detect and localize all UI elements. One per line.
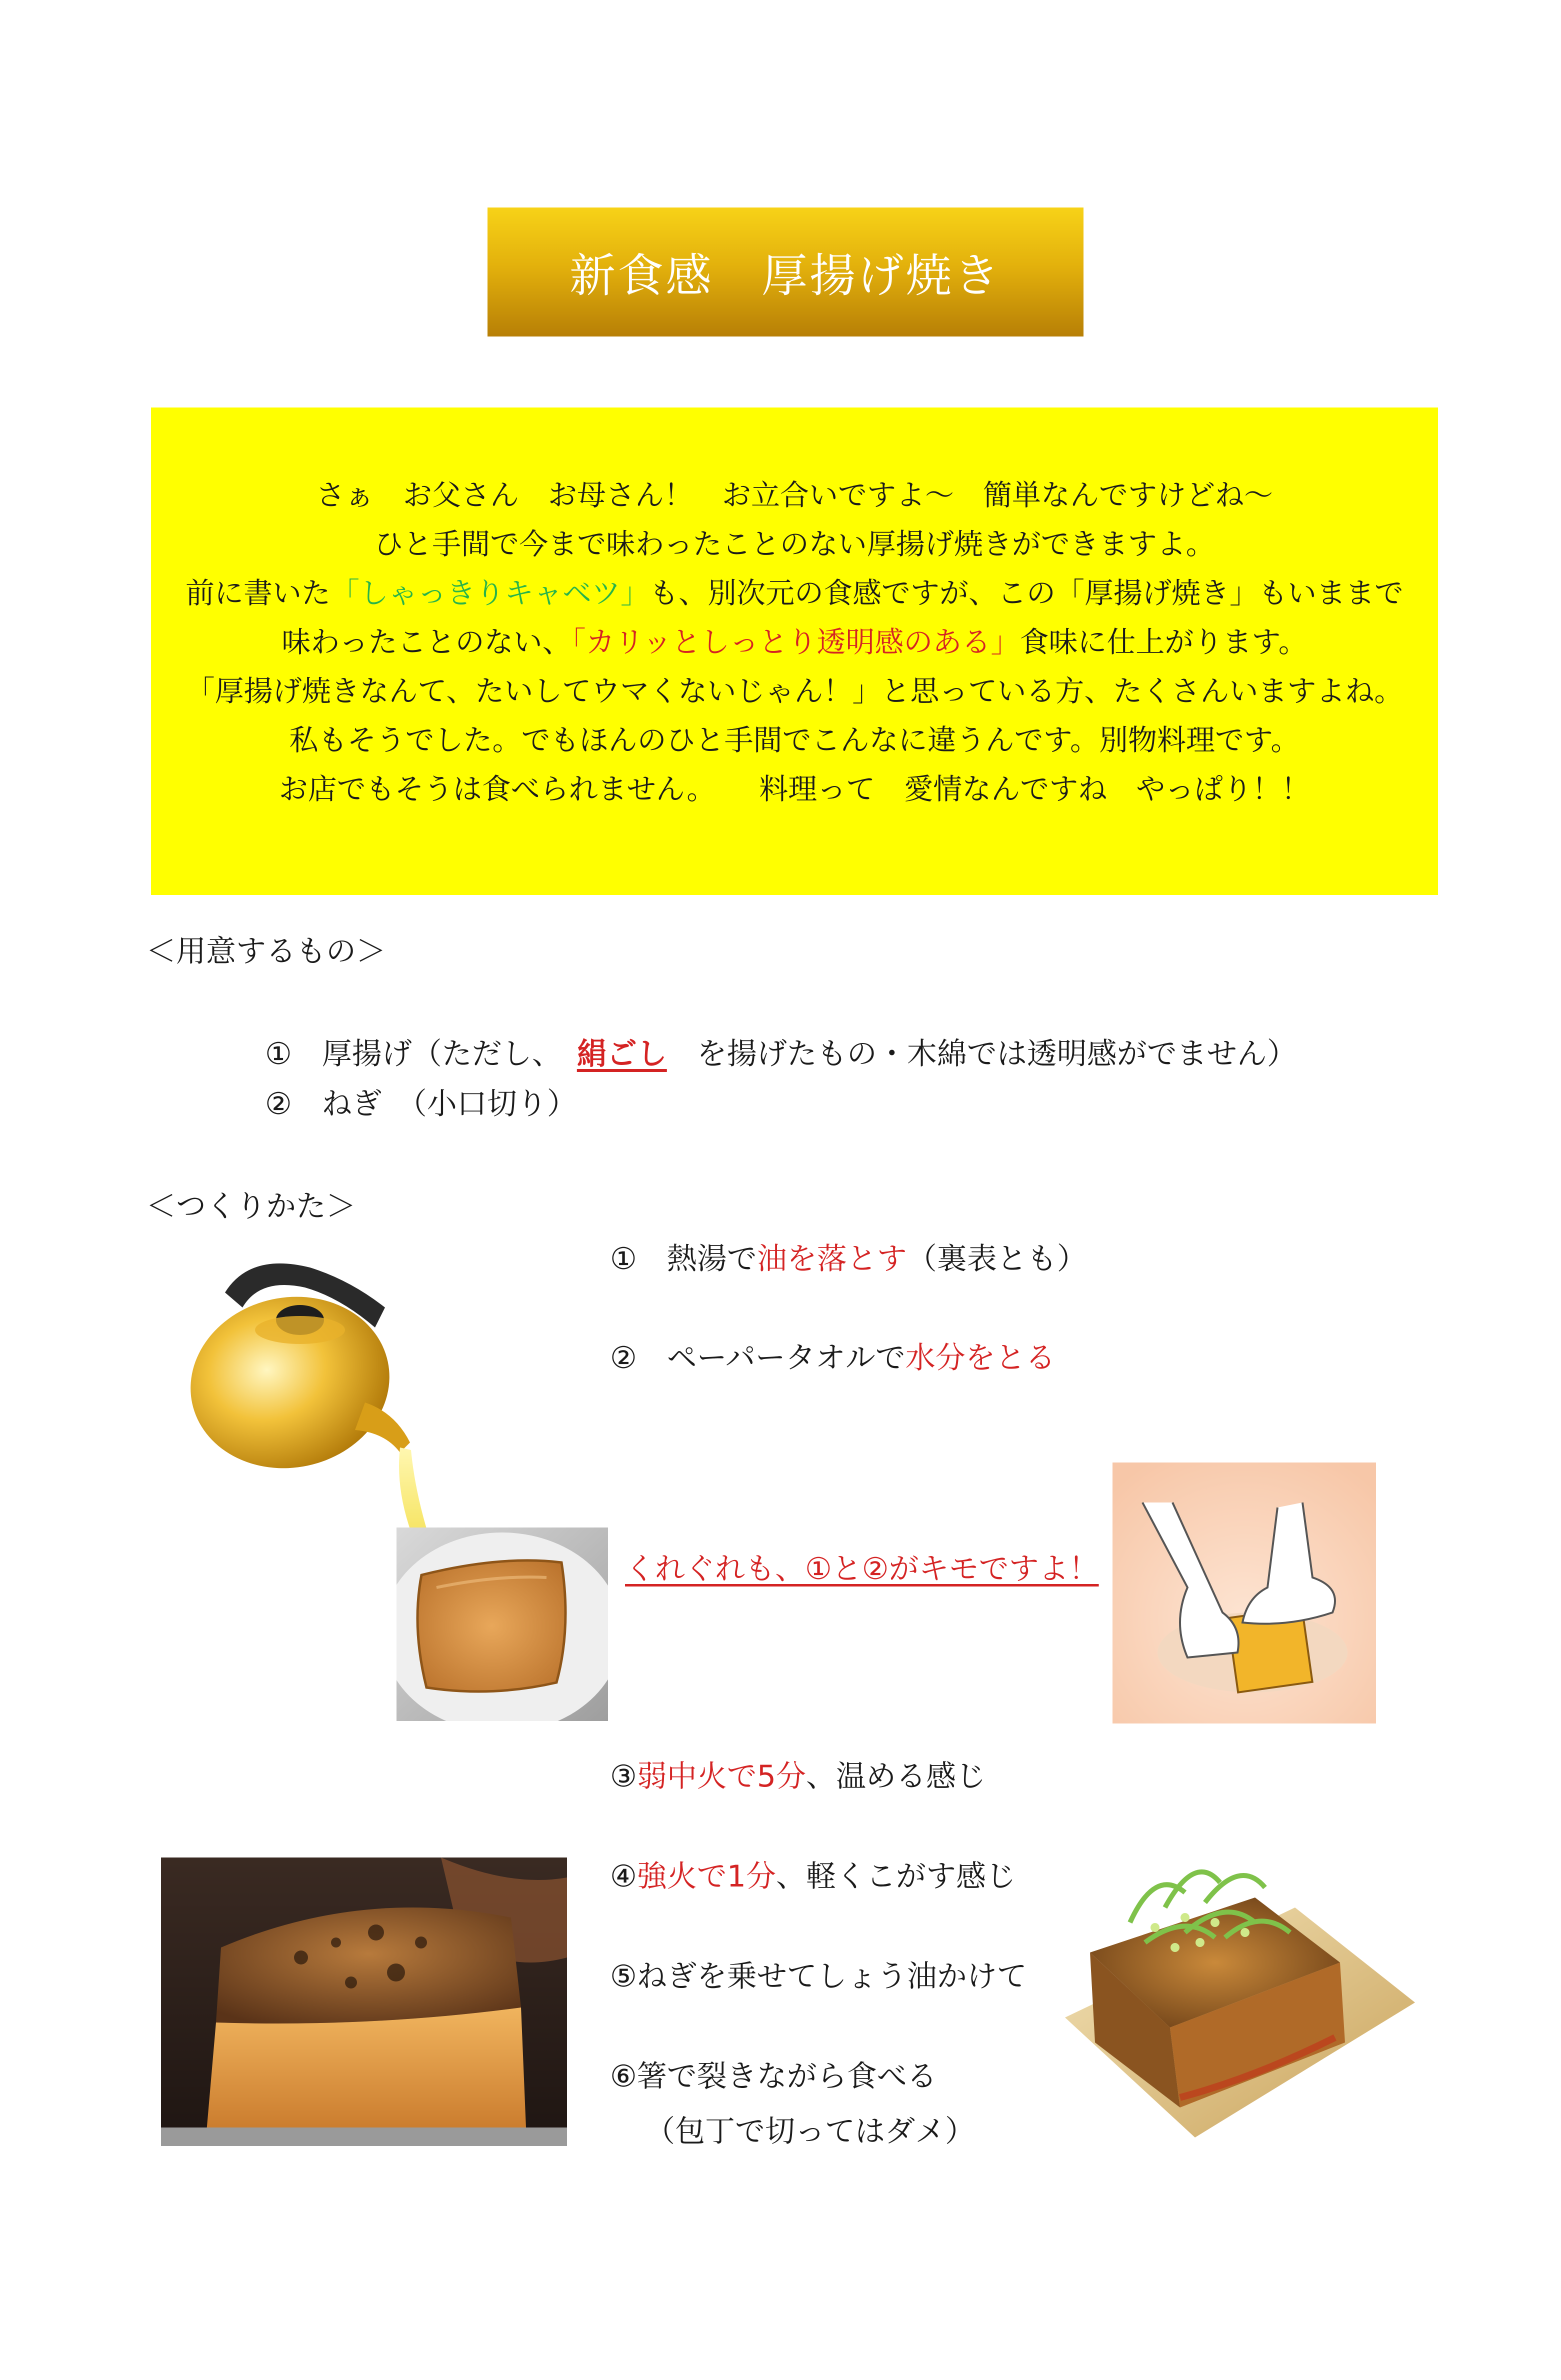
tip-text: くれぐれも、①と②がキモですよ！ — [625, 1552, 1099, 1586]
intro-text: 味わったことのない、 — [282, 625, 572, 659]
step-highlight: 弱中火で5分 — [636, 1759, 806, 1794]
intro-line-5: 「厚揚げ焼きなんて、たいしてウマくないじゃん！」と思っている方、たくさんいますよね。 — [186, 674, 1404, 708]
tofu-with-scallions-photo — [1055, 1838, 1420, 2148]
ingredients-heading: ＜用意するもの＞ — [146, 934, 386, 969]
step-highlight: 油を落とす — [756, 1242, 907, 1276]
method-heading: ＜つくりかた＞ — [146, 1189, 356, 1224]
grilled-tofu-photo — [161, 1858, 567, 2146]
silken-tofu-highlight: 絹ごし — [576, 1036, 667, 1072]
ingredient-1 — [265, 1030, 1297, 1073]
step-text: 、温める感じ — [806, 1759, 986, 1794]
page-title: 新食感 厚揚げ焼き — [569, 249, 1002, 302]
step-text: ④ — [610, 1859, 637, 1894]
step-2 — [610, 1334, 1056, 1377]
intro-box — [151, 408, 1438, 895]
texture-highlight: 「カリッとしっとり透明感のある」 — [571, 625, 1020, 659]
intro-line-6: 私もそうでした。でもほんのひと手間でこんなに違うんです。別物料理です。 — [289, 723, 1300, 757]
step-6-note: （包丁で切ってはダメ） — [645, 2114, 975, 2149]
step-1 — [610, 1235, 1087, 1278]
step-text: ① 熱湯で — [610, 1242, 757, 1276]
intro-text: も、別次元の食感ですが、この「厚揚げ焼き」もいままで — [650, 576, 1404, 610]
title-banner — [488, 208, 1084, 336]
step-4 — [610, 1852, 1016, 1896]
kettle-illustration — [180, 1232, 440, 1552]
intro-text: 前に書いた — [185, 576, 330, 610]
hands-pressing-illustration — [1112, 1462, 1376, 1724]
deep-fried-tofu-photo — [396, 1528, 608, 1721]
step-text: ② ペーパータオルで — [610, 1340, 906, 1376]
intro-line-1: さぁ お父さん お母さん！ お立合いですよ～ 簡単なんですけどね～ — [316, 478, 1273, 512]
step-highlight: 強火で1分 — [636, 1859, 776, 1894]
ingredient-text: ① 厚揚げ（ただし、 — [265, 1036, 547, 1072]
intro-line-7: お店でもそうは食べられません。 料理って 愛情なんですね やっぱり！！ — [278, 772, 1310, 806]
cabbage-reference: 「しゃっきりキャベツ」 — [330, 576, 650, 610]
step-5: ⑤ねぎを乗せてしょう油かけて — [610, 1959, 1027, 1994]
ingredient-text: を揚げたもの・木綿では透明感がでません） — [696, 1036, 1297, 1072]
step-3 — [610, 1752, 986, 1796]
ingredient-2: ② ねぎ （小口切り） — [265, 1086, 577, 1122]
intro-text: 食味に仕上がります。 — [1020, 625, 1308, 659]
intro-line-4 — [151, 624, 1438, 660]
step-text: 、軽くこがす感じ — [776, 1859, 1016, 1894]
intro-line-3 — [151, 576, 1438, 610]
step-text: ③ — [610, 1759, 637, 1794]
intro-line-2: ひと手間で今まで味わったことのない厚揚げ焼きができますよ。 — [374, 527, 1215, 561]
step-text: （裏表とも） — [906, 1242, 1087, 1276]
step-6: ⑥箸で裂きながら食べる — [610, 2059, 937, 2094]
step-highlight: 水分をとる — [905, 1340, 1056, 1376]
